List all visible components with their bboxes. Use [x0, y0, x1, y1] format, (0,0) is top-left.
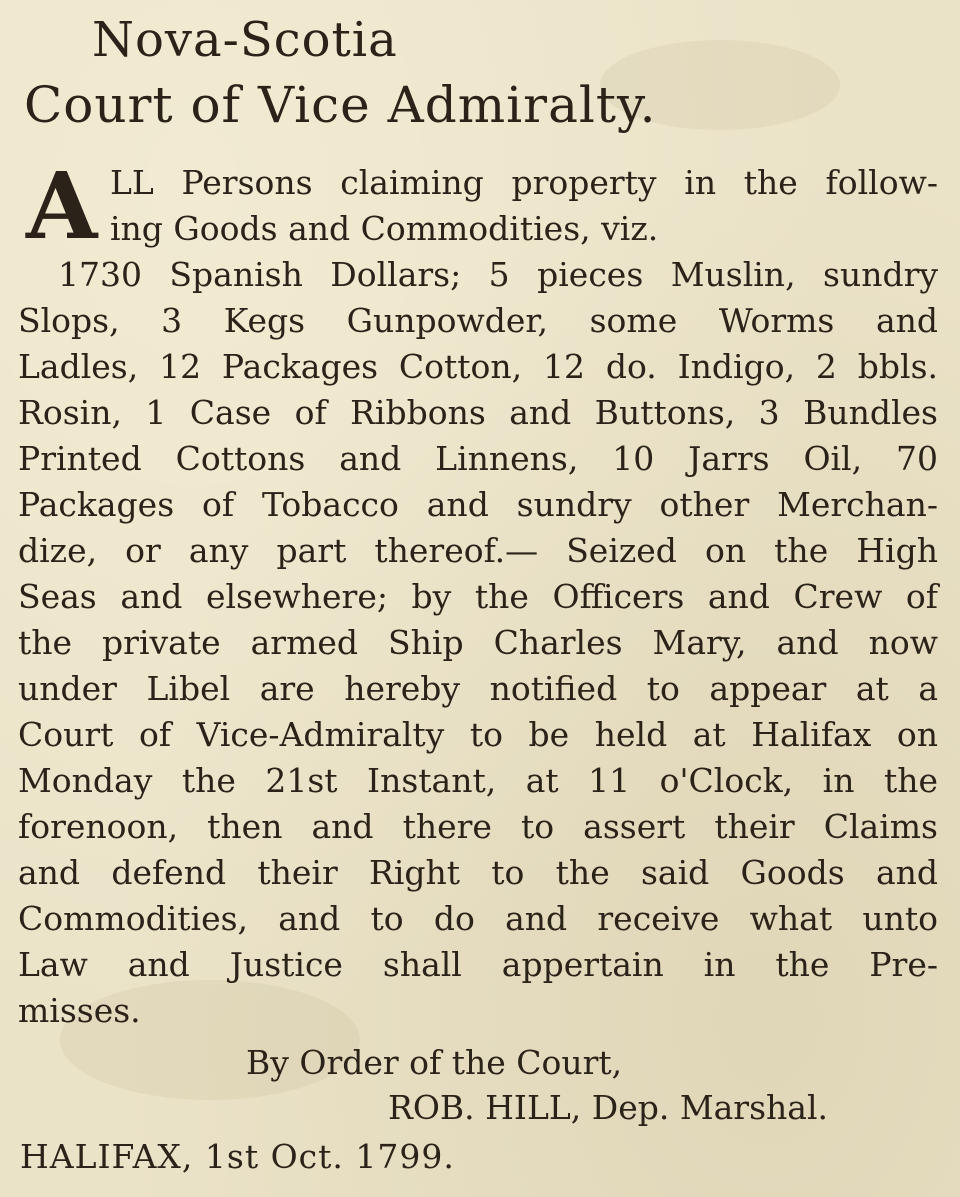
body-line: ing Goods and Commodities, viz.	[110, 209, 659, 248]
body-line: forenoon, then and there to assert their Claims	[18, 807, 938, 846]
body-line: the private armed Ship Charles Mary, and now	[18, 623, 938, 662]
dateline: HALIFAX, 1st Oct. 1799.	[20, 1137, 455, 1176]
drop-cap: A	[26, 152, 98, 260]
body-line: dize, or any part thereof.— Seized on the High	[18, 531, 938, 570]
body-line: Seas and elsewhere; by the Officers and Crew of	[18, 577, 938, 616]
body-line: Rosin, 1 Case of Ribbons and Buttons, 3 Bundles	[18, 393, 938, 432]
body-line: LL Persons claiming property in the follow-	[110, 163, 938, 202]
body-line: Court of Vice-Admiralty to be held at Halifax on	[18, 715, 938, 754]
body-line: misses.	[18, 991, 141, 1030]
body-line: and defend their Right to the said Goods and	[18, 853, 938, 892]
by-order-line: By Order of the Court,	[246, 1043, 623, 1082]
notice-title-line-1: Nova-Scotia	[92, 12, 398, 68]
body-line: Monday the 21st Instant, at 11 o'Clock, in the	[18, 761, 938, 800]
body-line: 1730 Spanish Dollars; 5 pieces Muslin, sundry	[58, 255, 938, 294]
body-line: Printed Cottons and Linnens, 10 Jarrs Oil, 70	[18, 439, 938, 478]
notice-body	[18, 152, 938, 1034]
notice-title-line-2: Court of Vice Admiralty.	[24, 76, 657, 134]
body-line: Ladles, 12 Packages Cotton, 12 do. Indigo, 2 bbls.	[18, 347, 938, 386]
body-line: under Libel are hereby notified to appear at a	[18, 669, 938, 708]
body-line: Commodities, and to do and receive what unto	[18, 899, 938, 938]
body-line: Packages of Tobacco and sundry other Merchan-	[18, 485, 938, 524]
signer-line: ROB. HILL, Dep. Marshal.	[388, 1088, 828, 1127]
body-line: Slops, 3 Kegs Gunpowder, some Worms and	[18, 301, 938, 340]
body-line: Law and Justice shall appertain in the Pre-	[18, 945, 938, 984]
